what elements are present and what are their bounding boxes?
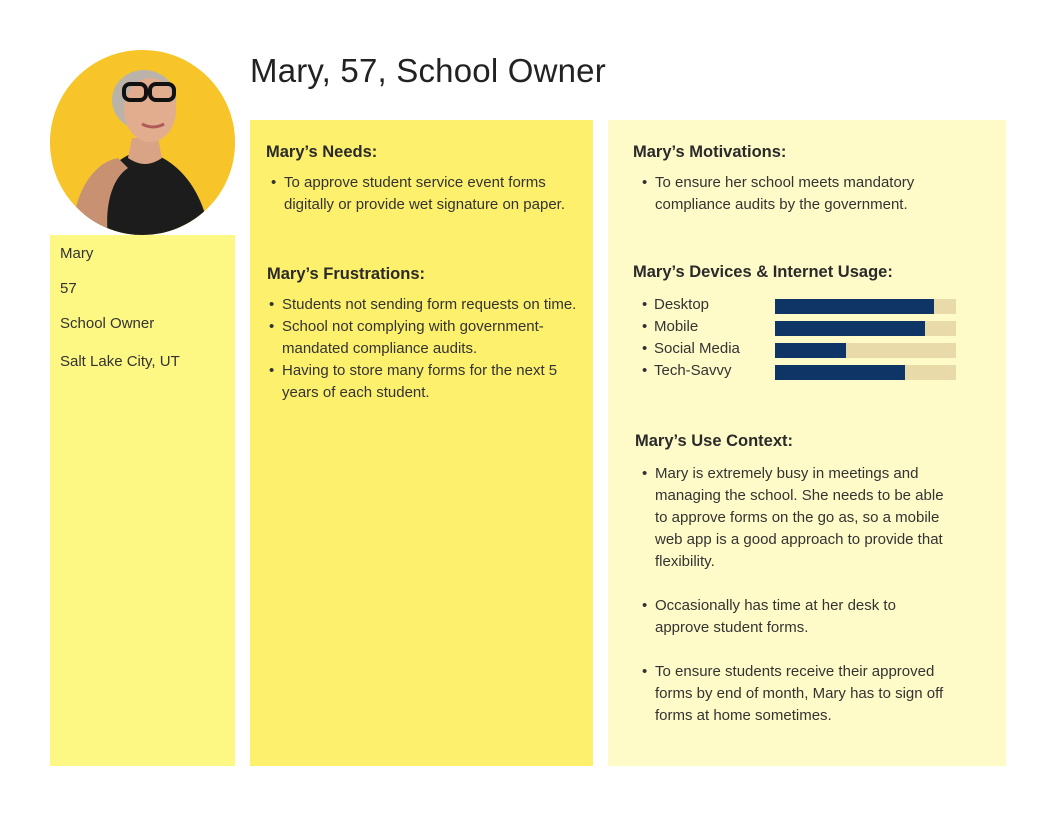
- frustrations-item: • School not complying with government-mandated compliance audits.: [266, 316, 578, 360]
- persona-portrait-illustration: [50, 50, 235, 235]
- use-context-item: • To ensure students receive their approved forms by end of month, Mary has to sign off forms at home sometimes.: [639, 661, 949, 727]
- motivations-list: [639, 172, 959, 216]
- needs-heading: Mary’s Needs:: [266, 143, 378, 161]
- device-label: • Social Media: [642, 338, 740, 360]
- persona-photo: [50, 50, 235, 235]
- device-label: • Tech-Savvy: [642, 360, 732, 382]
- persona-name: Mary: [60, 245, 94, 262]
- use-context-list: [639, 463, 949, 727]
- device-row-social-media: [642, 338, 972, 360]
- needs-item: • To approve student service event forms digitally or provide wet signature on paper.: [268, 172, 568, 216]
- usage-bar-track: [775, 365, 956, 380]
- usage-bar-track: [775, 343, 956, 358]
- usage-bar-track: [775, 299, 956, 314]
- motivations-devices-context-panel: [608, 120, 1006, 766]
- device-label: • Desktop: [642, 294, 709, 316]
- persona-location: Salt Lake City, UT: [60, 353, 180, 370]
- frustrations-list: [266, 294, 578, 404]
- device-row-mobile: [642, 316, 972, 338]
- use-context-heading: Mary’s Use Context:: [635, 432, 794, 450]
- usage-bar-fill: [775, 343, 846, 358]
- motivations-item: • To ensure her school meets mandatory compliance audits by the government.: [639, 172, 959, 216]
- needs-list: [268, 172, 568, 216]
- motivations-heading: Mary’s Motivations:: [633, 143, 787, 161]
- usage-bar-fill: [775, 299, 934, 314]
- persona-age: 57: [60, 280, 77, 297]
- frustrations-item: • Having to store many forms for the next 5 years of each student.: [266, 360, 578, 404]
- persona-info-panel: [50, 235, 235, 766]
- frustrations-item: • Students not sending form requests on time.: [266, 294, 578, 316]
- usage-bar-fill: [775, 365, 905, 380]
- device-row-tech-savvy: [642, 360, 972, 382]
- persona-role: School Owner: [60, 315, 155, 332]
- device-label: • Mobile: [642, 316, 698, 338]
- needs-frustrations-panel: [250, 120, 593, 766]
- use-context-item: • Mary is extremely busy in meetings and managing the school. She needs to be able to approve forms on the go as, so a mobile web app is a good approach to provide that flexibility.: [639, 463, 949, 573]
- devices-usage-chart: [642, 294, 972, 382]
- usage-bar-fill: [775, 321, 925, 336]
- device-row-desktop: [642, 294, 972, 316]
- use-context-item: • Occasionally has time at her desk to approve student forms.: [639, 595, 949, 639]
- frustrations-heading: Mary’s Frustrations:: [267, 265, 426, 283]
- page-title: Mary, 57, School Owner: [250, 52, 606, 89]
- devices-heading: Mary’s Devices & Internet Usage:: [633, 263, 893, 281]
- usage-bar-track: [775, 321, 956, 336]
